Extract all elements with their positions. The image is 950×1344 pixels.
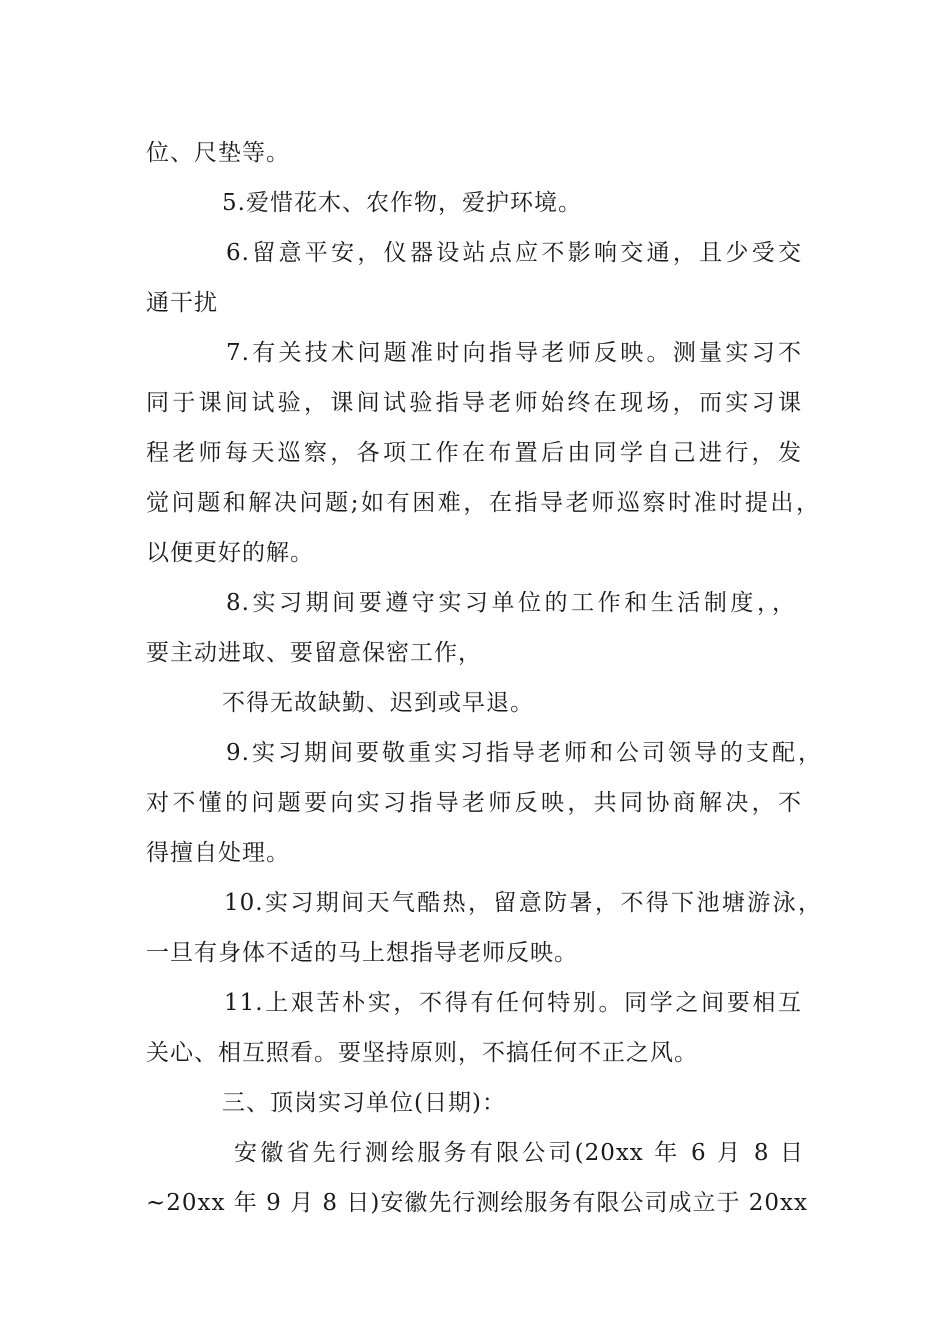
text-line: 一旦有身体不适的马上想指导老师反映。 <box>146 940 578 966</box>
text-line: 11.上艰苦朴实，不得有任何特别。同学之间要相互 <box>224 990 802 1016</box>
text-line: 程老师每天巡察，各项工作在布置后由同学自己进行，发 <box>146 440 802 466</box>
section-heading: 三、顶岗实习单位(日期)： <box>222 1090 506 1116</box>
text-line: 6.留意平安，仪器设站点应不影响交通，且少受交 <box>226 240 802 266</box>
text-line: 不得无故缺勤、迟到或早退。 <box>222 690 534 716</box>
text-line: 要主动进取、要留意保密工作， <box>146 640 482 666</box>
text-line: 得擅自处理。 <box>146 840 290 866</box>
text-line: 7.有关技术问题准时向指导老师反映。测量实习不 <box>226 340 802 366</box>
text-line: ~20xx 年 9 月 8 日)安徽先行测绘服务有限公司成立于 20xx <box>146 1190 808 1216</box>
text-line: 位、尺垫等。 <box>146 140 290 166</box>
text-line: 9.实习期间要敬重实习指导老师和公司领导的支配， <box>226 740 822 766</box>
text-line: 通干扰 <box>146 290 218 316</box>
text-line: 安徽省先行测绘服务有限公司(20xx 年 6 月 8 日 <box>234 1140 804 1166</box>
text-line: 关心、相互照看。要坚持原则，不搞任何不正之风。 <box>146 1040 698 1066</box>
text-line: 同于课间试验，课间试验指导老师始终在现场，而实习课 <box>146 390 802 416</box>
text-line: 觉问题和解决问题;如有困难，在指导老师巡察时准时提出， <box>146 490 820 516</box>
text-line: 5.爱惜花木、农作物，爱护环境。 <box>222 190 582 216</box>
text-line: 8.实习期间要遵守实习单位的工作和生活制度，， <box>226 590 796 616</box>
text-line: 以便更好的解。 <box>146 540 314 566</box>
text-line: 对不懂的问题要向实习指导老师反映，共同协商解决，不 <box>146 790 802 816</box>
text-line: 10.实习期间天气酷热，留意防暑，不得下池塘游泳， <box>224 890 822 916</box>
